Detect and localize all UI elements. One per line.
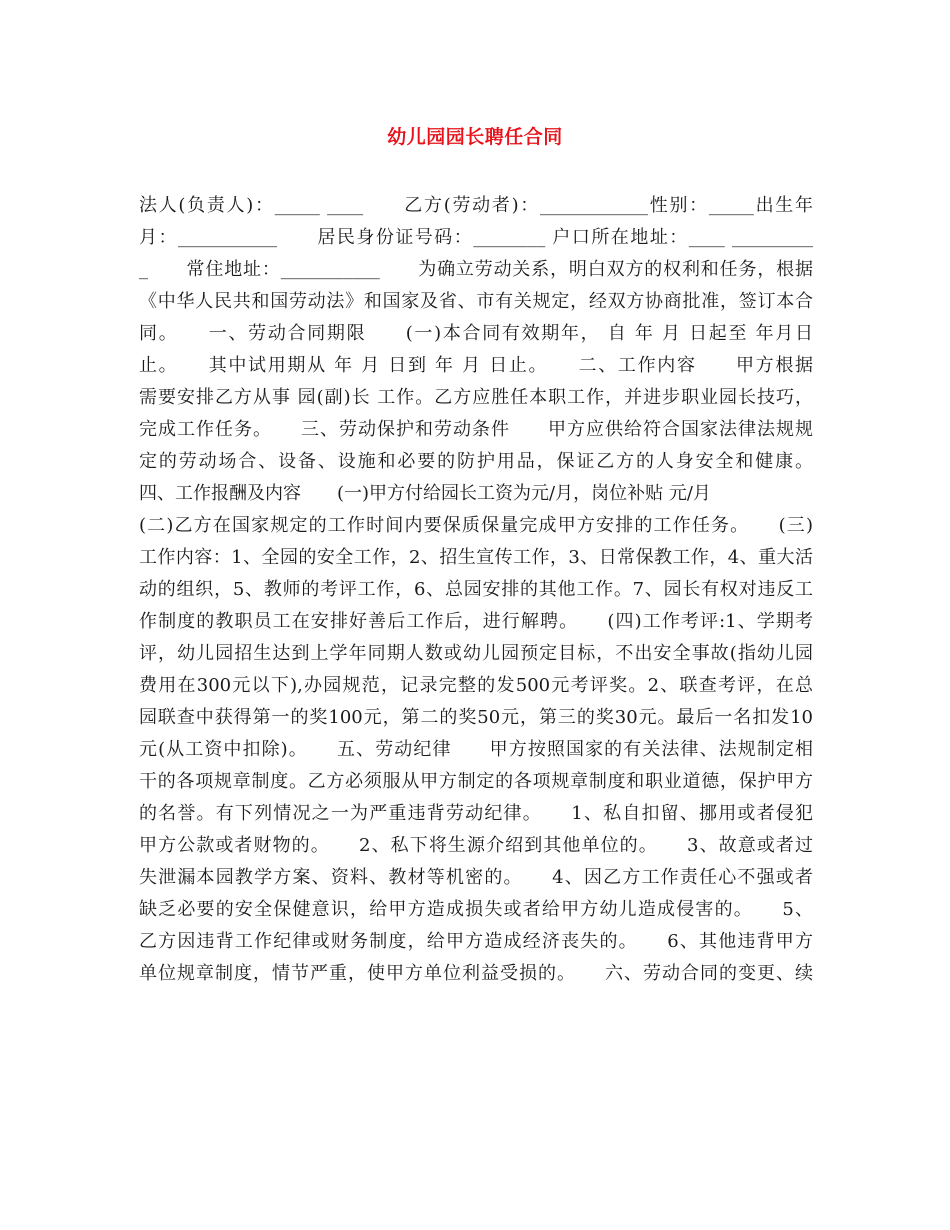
body-line: 评，幼儿园招生达到上学年同期人数或幼儿园预定目标，不出安全事故(指幼儿园 bbox=[139, 643, 813, 664]
body-line: 的名誉。有下列情况之一为严重违背劳动纪律。 1、私自扣留、挪用或者侵犯 bbox=[139, 803, 813, 824]
document-body bbox=[139, 190, 813, 990]
body-line: 月：___________ 居民身份证号码：________ 户口所在地址：____ _________ bbox=[139, 227, 813, 248]
body-line: 干的各项规章制度。乙方必须服从甲方制定的各项规章制度和职业道德，保护甲方 bbox=[139, 771, 813, 792]
body-line: 缺乏必要的安全保健意识，给甲方造成损失或者给甲方幼儿造成侵害的。 5、 bbox=[139, 899, 813, 920]
body-line: 法人(负责人)：_____ ____ 乙方(劳动者)：____________性别：_____出生年 bbox=[139, 195, 813, 216]
body-line: 作制度的教职员工在安排好善后工作后，进行解聘。 (四)工作考评:1、学期考 bbox=[139, 611, 813, 632]
body-line: 定的劳动场合、设备、设施和必要的防护用品，保证乙方的人身安全和健康。 bbox=[139, 451, 813, 472]
body-line: 工作内容：1、全园的安全工作，2、招生宣传工作，3、日常保教工作，4、重大活 bbox=[139, 547, 813, 568]
body-line: 甲方公款或者财物的。 2、私下将生源介绍到其他单位的。 3、故意或者过 bbox=[139, 835, 813, 856]
body-line: 失泄漏本园教学方案、资料、教材等机密的。 4、因乙方工作责任心不强或者 bbox=[139, 867, 813, 888]
document-title: 幼儿园园长聘任合同 bbox=[387, 126, 563, 148]
body-line: 止。 其中试用期从 年 月 日到 年 月 日止。 二、工作内容 甲方根据 bbox=[139, 355, 813, 376]
body-line: 乙方因违背工作纪律或财务制度，给甲方造成经济丧失的。 6、其他违背甲方 bbox=[139, 931, 813, 952]
body-line: 费用在300元以下),办园规范，记录完整的发500元考评奖。2、联查考评，在总 bbox=[139, 675, 813, 696]
body-line: 动的组织，5、教师的考评工作，6、总园安排的其他工作。7、园长有权对违反工 bbox=[139, 579, 813, 600]
body-line: 元(从工资中扣除)。 五、劳动纪律 甲方按照国家的有关法律、法规制定相 bbox=[139, 739, 813, 760]
body-line: 园联查中获得第一的奖100元，第二的奖50元，第三的奖30元。最后一名扣发10 bbox=[139, 707, 813, 728]
body-line: 同。 一、劳动合同期限 (一)本合同有效期年， 自 年 月 日起至 年月日 bbox=[139, 323, 813, 344]
body-line: 完成工作任务。 三、劳动保护和劳动条件 甲方应供给符合国家法律法规规 bbox=[139, 419, 813, 440]
body-line: _ 常住地址：___________ 为确立劳动关系，明白双方的权利和任务，根据 bbox=[139, 259, 813, 280]
body-line: 四、工作报酬及内容 (一)甲方付给园长工资为元/月，岗位补贴 元/月 bbox=[139, 483, 711, 504]
body-line: 《中华人民共和国劳动法》和国家及省、市有关规定，经双方协商批准，签订本合 bbox=[139, 291, 813, 312]
body-line: (二)乙方在国家规定的工作时间内要保质保量完成甲方安排的工作任务。 (三) bbox=[139, 515, 813, 536]
body-line: 单位规章制度，情节严重，使甲方单位利益受损的。 六、劳动合同的变更、续 bbox=[139, 963, 813, 984]
body-line: 需要安排乙方从事 园(副)长 工作。乙方应胜任本职工作，并进步职业园长技巧， bbox=[139, 387, 813, 408]
